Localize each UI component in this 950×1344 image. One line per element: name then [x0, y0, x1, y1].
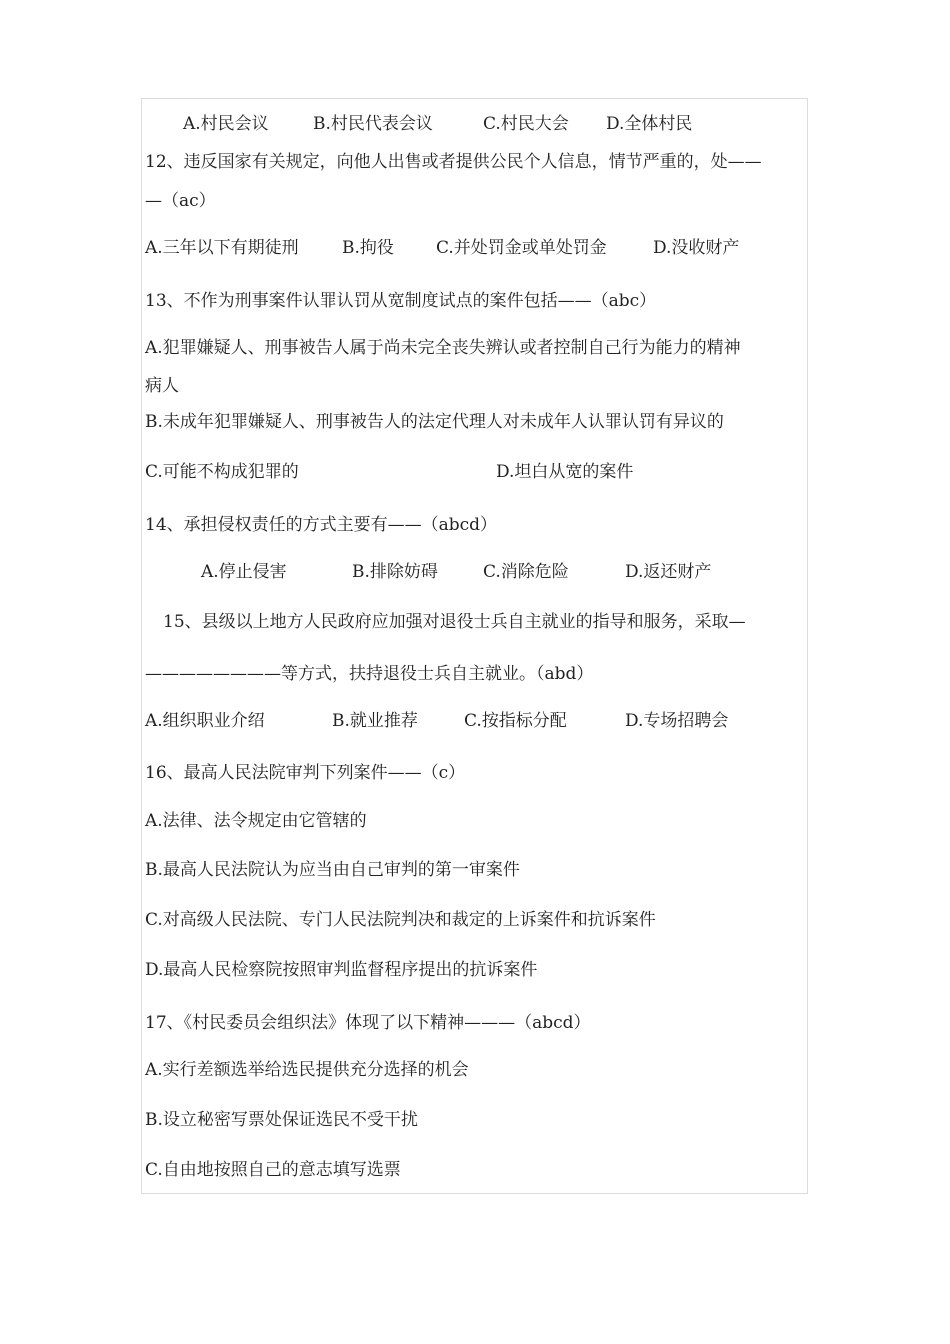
q16-option-d: D.最高人民检察院按照审判监督程序提出的抗诉案件	[145, 960, 538, 980]
q17-option-b: B.设立秘密写票处保证选民不受干扰	[145, 1110, 418, 1130]
q12-option-b: B.拘役	[342, 238, 394, 258]
q13-option-a-line2: 病人	[145, 376, 179, 396]
q14-option-b: B.排除妨碍	[352, 562, 438, 582]
q13-option-c: C.可能不构成犯罪的	[145, 462, 299, 482]
q17-option-c: C.自由地按照自己的意志填写选票	[145, 1160, 401, 1180]
q16-option-c: C.对高级人民法院、专门人民法院判决和裁定的上诉案件和抗诉案件	[145, 910, 656, 930]
q14-option-a: A.停止侵害	[201, 562, 287, 582]
q11-option-c: C.村民大会	[483, 114, 569, 134]
q11-option-d: D.全体村民	[606, 114, 693, 134]
q16-option-a: A.法律、法令规定由它管辖的	[145, 811, 367, 831]
q13-option-b: B.未成年犯罪嫌疑人、刑事被告人的法定代理人对未成年人认罪认罚有异议的	[145, 412, 724, 432]
q13-stem: 13、不作为刑事案件认罪认罚从宽制度试点的案件包括——（abc）	[145, 291, 657, 311]
q15-option-c: C.按指标分配	[464, 711, 567, 731]
q12-option-c: C.并处罚金或单处罚金	[436, 238, 607, 258]
q12-option-a: A.三年以下有期徒刑	[145, 238, 299, 258]
q14-option-d: D.返还财产	[625, 562, 712, 582]
q11-option-a: A.村民会议	[183, 114, 269, 134]
q15-stem-line1: 15、县级以上地方人民政府应加强对退役士兵自主就业的指导和服务，采取—	[163, 612, 746, 632]
q16-stem: 16、最高人民法院审判下列案件——（c）	[145, 763, 466, 783]
q17-stem: 17、《村民委员会组织法》体现了以下精神———（abcd）	[145, 1013, 591, 1033]
q14-stem: 14、承担侵权责任的方式主要有——（abcd）	[145, 515, 498, 535]
q11-option-b: B.村民代表会议	[313, 114, 433, 134]
q12-option-d: D.没收财产	[653, 238, 740, 258]
q12-stem-line2: —（ac）	[145, 191, 216, 211]
q13-option-a-line1: A.犯罪嫌疑人、刑事被告人属于尚未完全丧失辨认或者控制自己行为能力的精神	[145, 338, 741, 358]
q15-stem-line2: ————————等方式，扶持退役士兵自主就业。（abd）	[145, 664, 594, 684]
q15-option-d: D.专场招聘会	[625, 711, 729, 731]
q15-option-b: B.就业推荐	[332, 711, 418, 731]
q17-option-a: A.实行差额选举给选民提供充分选择的机会	[145, 1060, 469, 1080]
q12-stem-line1: 12、违反国家有关规定，向他人出售或者提供公民个人信息，情节严重的，处——	[145, 152, 762, 172]
q14-option-c: C.消除危险	[483, 562, 569, 582]
q13-option-d: D.坦白从宽的案件	[496, 462, 634, 482]
q16-option-b: B.最高人民法院认为应当由自己审判的第一审案件	[145, 860, 520, 880]
q15-option-a: A.组织职业介绍	[145, 711, 265, 731]
